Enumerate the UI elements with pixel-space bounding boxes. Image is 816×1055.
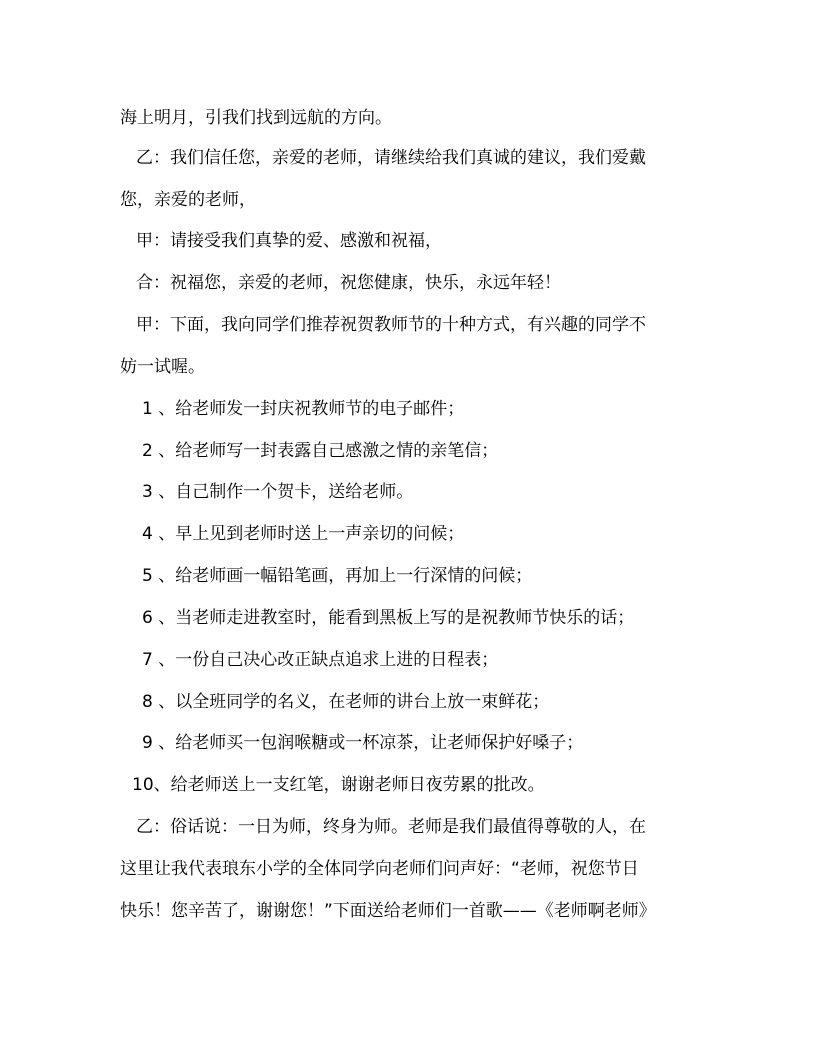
list-item: 5 、给老师画一幅铅笔画，再加上一行深情的问候；	[142, 566, 533, 586]
list-item: 10、给老师送上一支红笔，谢谢老师日夜劳累的批改。	[132, 775, 545, 795]
list-item: 3 、自己制作一个贺卡，送给老师。	[142, 482, 414, 502]
list-item: 6 、当老师走进教室时，能看到黑板上写的是祝教师节快乐的话；	[142, 608, 635, 628]
dialogue-line: 乙：我们信任您，亲爱的老师，请继续给我们真诚的建议，我们爱戴	[136, 148, 646, 168]
list-item: 1 、给老师发一封庆祝教师节的电子邮件；	[142, 399, 465, 419]
list-item: 8 、以全班同学的名义，在老师的讲台上放一束鲜花；	[142, 692, 550, 712]
list-item: 9 、给老师买一包润喉糖或一杯凉茶，让老师保护好嗓子；	[142, 733, 584, 753]
list-item: 7 、一份自己决心改正缺点追求上进的日程表；	[142, 650, 499, 670]
text-line: 妨一试喔。	[120, 357, 205, 377]
text-line: 您，亲爱的老师，	[120, 190, 256, 210]
list-item: 2 、给老师写一封表露自己感激之情的亲笔信；	[142, 441, 499, 461]
dialogue-line: 甲：请接受我们真挚的爱、感激和祝福，	[136, 231, 442, 251]
dialogue-line: 合：祝福您，亲爱的老师，祝您健康，快乐，永远年轻！	[136, 273, 561, 293]
text-line: 快乐！您辛苦了，谢谢您！”下面送给老师们一首歌——《老师啊老师》	[120, 901, 656, 921]
text-line: 这里让我代表琅东小学的全体同学向老师们问声好：“老师，祝您节日	[120, 859, 639, 879]
dialogue-line: 乙：俗话说：一日为师，终身为师。老师是我们最值得尊敬的人，在	[136, 817, 646, 837]
dialogue-line: 甲：下面，我向同学们推荐祝贺教师节的十种方式，有兴趣的同学不	[136, 315, 646, 335]
text-line: 海上明月，引我们找到远航的方向。	[120, 108, 392, 128]
list-item: 4 、早上见到老师时送上一声亲切的问候；	[142, 524, 465, 544]
